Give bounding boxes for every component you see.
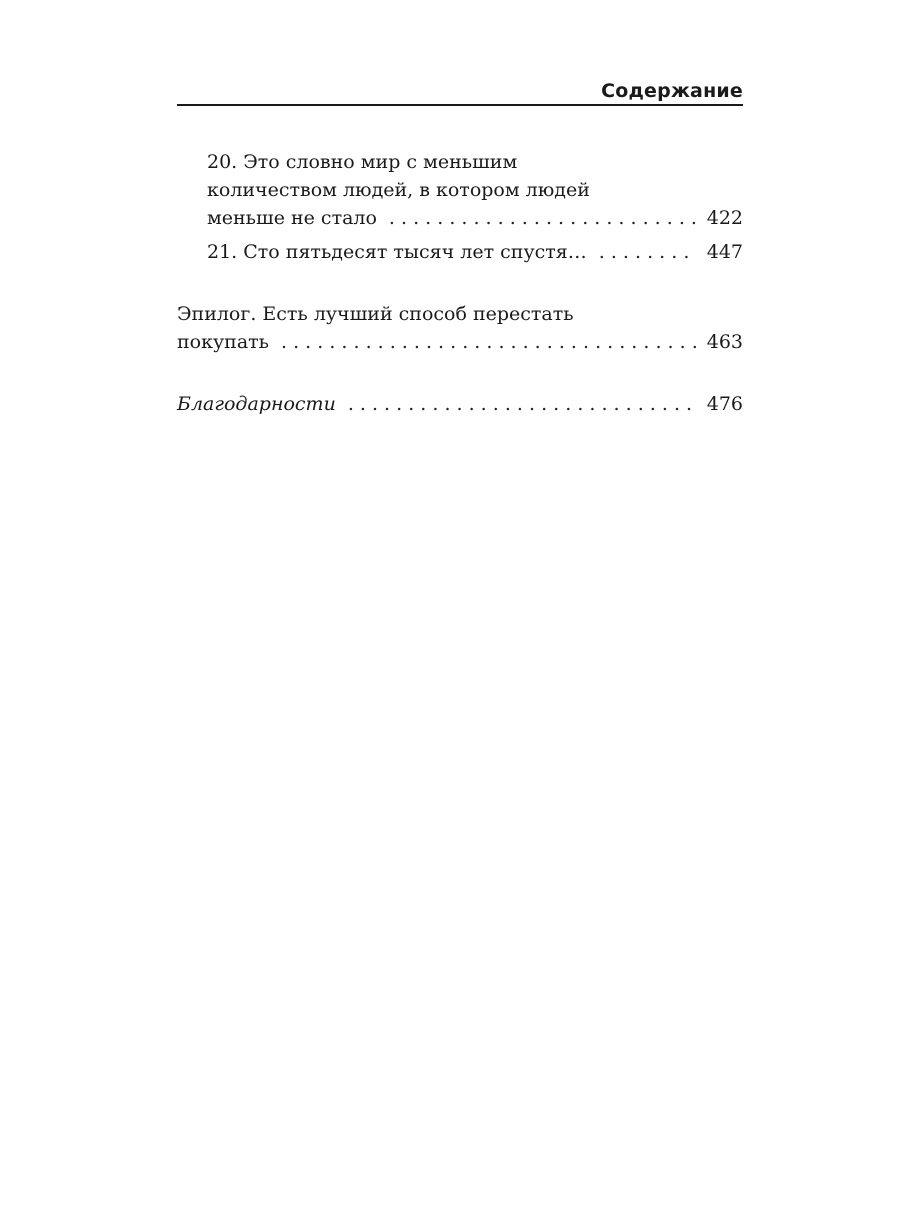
running-head-title: Содержание <box>601 80 743 102</box>
toc-entry-title-line: количеством людей, в котором людей <box>207 179 590 201</box>
toc-entry-title-line: покупать <box>177 331 270 353</box>
header-rule <box>177 104 743 106</box>
toc-page-number: 447 <box>706 241 743 263</box>
toc-entry-title-line: 20. Это словно мир с меньшим <box>207 151 518 173</box>
dot-leader <box>389 204 697 232</box>
toc-entry-title-line: Эпилог. Есть лучший способ перестать <box>177 303 574 325</box>
toc-entry-title-line: 21. Сто пятьдесят тысяч лет спустя… <box>207 241 587 263</box>
dot-leader <box>599 238 697 266</box>
dot-leader <box>348 390 697 418</box>
toc-entry-chapter-21[interactable] <box>177 238 743 266</box>
toc-entry-title-line: меньше не стало <box>207 207 377 229</box>
toc-entry-acknowledgements[interactable] <box>177 390 743 418</box>
table-of-contents <box>177 148 743 418</box>
toc-page-number: 463 <box>706 331 743 353</box>
toc-entry-epilogue[interactable] <box>177 300 743 356</box>
toc-page-number: 476 <box>706 393 743 415</box>
toc-page-number: 422 <box>706 207 743 229</box>
toc-entry-chapter-20[interactable] <box>177 148 743 232</box>
toc-entry-title-line: Благодарности <box>177 393 336 415</box>
dot-leader <box>281 328 697 356</box>
